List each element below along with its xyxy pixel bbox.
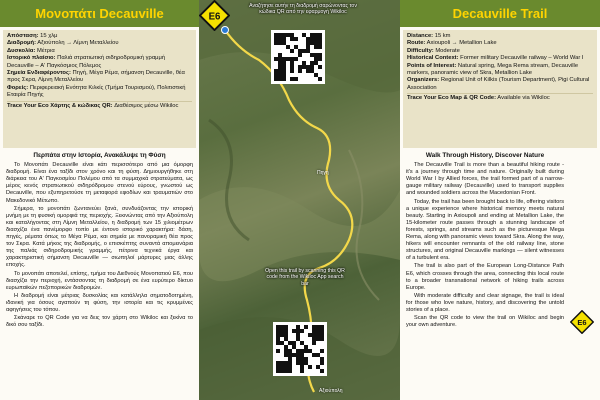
greek-story — [0, 148, 199, 333]
svg-text:E6: E6 — [577, 318, 587, 327]
story-paragraph: Η διαδρομή είναι μέτριας δυσκολίας και κατάλληλα σηματοδοτημένη, ιδανική για όσους αγαπούν τη φύση, την ιστορία και τις κρυμμένες αφηγήσεις του τόπου. — [6, 292, 193, 313]
spec-row: Διαδρομή: Αξιούπολη → Λίμνη Μεταλλείου — [7, 40, 119, 47]
qr-code-top[interactable] — [271, 30, 325, 84]
spec-row: Distance: 15 km — [407, 33, 451, 39]
story-paragraph: Today, the trail has been brought back to life, offering visitors a unique experience where historical memory meets natural beauty. Starting in Axioupoli and ending at Metallion Lake, the 15-kilometer route passes through a stunning landscape of forests, springs, and streams such as the picturesque Mega Rema, along with panoramic views toward Skra. Along the way, hikers will encounter remnants of the old railway line, stone structures, and original Decauville markings — silent witnesses of a turbulent era. — [406, 198, 564, 262]
greek-info-panel — [0, 0, 199, 400]
story-paragraph: Το Μονοπάτι Decauville είναι κάτι περισσότερο από μια όμορφη διαδρομή. Είναι ένα ταξίδι στον χρόνο και τη φύση. Δημιουργήθηκε στη διάρκεια του Α' Παγκοσμίου Πολέμου από τα συμμαχικά στρατεύματα, ως μέρος κενός στρατιωτικού σιδηρόδρομου στενού εύρους, γνωστού ως Decauville, που εξυπηρετούσε τη μεταφορά εφοδίων και τραυματιών στο Μακεδονικό Μέτωπο. — [6, 162, 193, 204]
qr-pattern — [276, 325, 324, 373]
svg-text:E6: E6 — [208, 11, 221, 23]
english-specs-box — [403, 30, 597, 148]
greek-title-bar — [0, 0, 199, 27]
greek-specs-box — [3, 30, 196, 148]
story-paragraph: Σήμερα, το μονοπάτι ζωντανεύει ξανά, συνδυάζοντας την ιστορική μνήμη με τη φυσική ομορφιά της περιοχής. Ξεκινώντας από την Αξιούπολη και καταλήγοντας στη Λίμνη Μεταλλείου, η διαδρομή των 15 χιλιομέτρων διασχίζει ένα πανέμορφο τοπίο με έντονο ιστορικό χαρακτήρα: δάση, πηγές, ρέματα όπως το Μέγα Ρέμα, και σημεία με πανοραμική θέα προς τον Σκρα. Κατά μήκος της διαδρομής, ο επισκέπτης συναντά απομεινάρια της παλιάς σιδηροδρομικής γραμμής, πέτρινα τεχνικά έργα και χαρακτηριστική σήμανση Decauville — σιωπηλοί μάρτυρες μιας άλλης εποχής. — [6, 205, 193, 269]
english-info-panel — [400, 0, 600, 400]
story-paragraph: The trail is also part of the European Long-Distance Path E6, which crosses through the area, connecting this local route to a broader transnational network of hiking trails across Europe. — [406, 263, 564, 291]
story-paragraph: The Decauville Trail is more than a beautiful hiking route - it's a journey through time and nature. Originally built during World War I by Allied forces, the trail formed part of a narrow-gauge military railway (Decauville) used to transport supplies and wounded soldiers across the Macedonian Front. — [406, 162, 564, 197]
story-paragraph: With moderate difficulty and clear signage, the trail is ideal for those who love nature, history, and discovering the untold stories of a place. — [406, 292, 564, 313]
spec-row: Historical Context: Former military Decauville railway – World War I — [407, 55, 584, 62]
english-story-heading: Walk Through History, Discover Nature — [425, 152, 545, 159]
spec-row: Φορείς: Περιφερειακή Ενότητα Κιλκίς (Τμήμα Τουρισμού), Πολιτιστική Εταιρία Πηγής — [7, 84, 186, 99]
english-story — [400, 148, 600, 333]
qr-caption-greek: Αναζήτησε αυτήν τη διαδρομή σαρώνοντας τον κώδικα QR από την εφαρμογή Wikiloc — [249, 3, 357, 16]
spec-row: Trace Your Eco Map & QR Code: Available via Wikiloc — [407, 93, 593, 102]
spec-row: Organizers: Regional Unit of Kilkis (Tourism Department), Pigi Cultural Association — [407, 77, 590, 91]
trail-map[interactable] — [199, 0, 400, 400]
greek-title: Μονοπάτι Decauville — [35, 6, 164, 21]
spec-row: Route: Axioupoli → Metallion Lake — [407, 40, 497, 47]
story-paragraph: Το μονοπάτι αποτελεί, επίσης, τμήμα του Διεθνούς Μονοπατιού Ε6, που διασχίζει την περιοχή, εντάσσοντας τη διαδρομή σε ένα ευρύτερο δίκτυο ευρωπαϊκών πεζοπορικών διαδρομών. — [6, 270, 193, 291]
e6-badge-icon — [199, 0, 230, 31]
spec-row: Difficulty: Moderate — [407, 47, 460, 54]
spec-row: Ιστορικό πλαίσιο: Παλιά στρατιωτική σιδηροδρομική γραμμή Decauville – Α' Παγκόσμιος Πόλεμος — [7, 55, 166, 69]
place-label-axioupoli: Αξιούπολη — [319, 388, 343, 394]
qr-pattern — [274, 33, 322, 81]
qr-caption-english: Open this trail by scanning this QR code from the Wikiloc App search bar — [265, 268, 345, 287]
e6-marker-icon — [570, 310, 594, 334]
spec-row: Απόσταση: 15 χλμ — [7, 33, 58, 39]
story-paragraph: Σκάναρε το QR Code για να δεις τον χάρτη στο Wikiloc και ξεκίνα το δικό σου ταξίδι. — [6, 315, 193, 329]
spec-row: Δυσκολία: Μέτρια — [7, 47, 55, 54]
place-label-pigi: Πηγή — [317, 170, 329, 176]
story-paragraph: Scan the QR code to view the trail on Wikiloc and begin your own adventure. — [406, 315, 564, 329]
qr-code-bottom[interactable] — [273, 322, 327, 376]
spec-row: Points of Interest: Natural spring, Mega Rema stream, Decauville markers, panoramic view of Skra, Metallion Lake — [407, 62, 579, 77]
english-title-bar — [400, 0, 600, 27]
english-title: Decauville Trail — [452, 6, 548, 21]
spec-row: Σημεία Ενδιαφέροντος: Πηγή, Μέγα Ρέμα, σήμανση Decauville, θέα προς Σκρα, Λίμνη Μεταλλείου — [7, 70, 185, 84]
greek-story-heading: Περπάτα στην Ιστορία, Ανακάλυψε τη Φύση — [33, 152, 166, 159]
spec-row: Trace Your Eco Χάρτης & κώδικας QR: Διαθέσιμος μέσω Wikiloc — [7, 101, 192, 110]
